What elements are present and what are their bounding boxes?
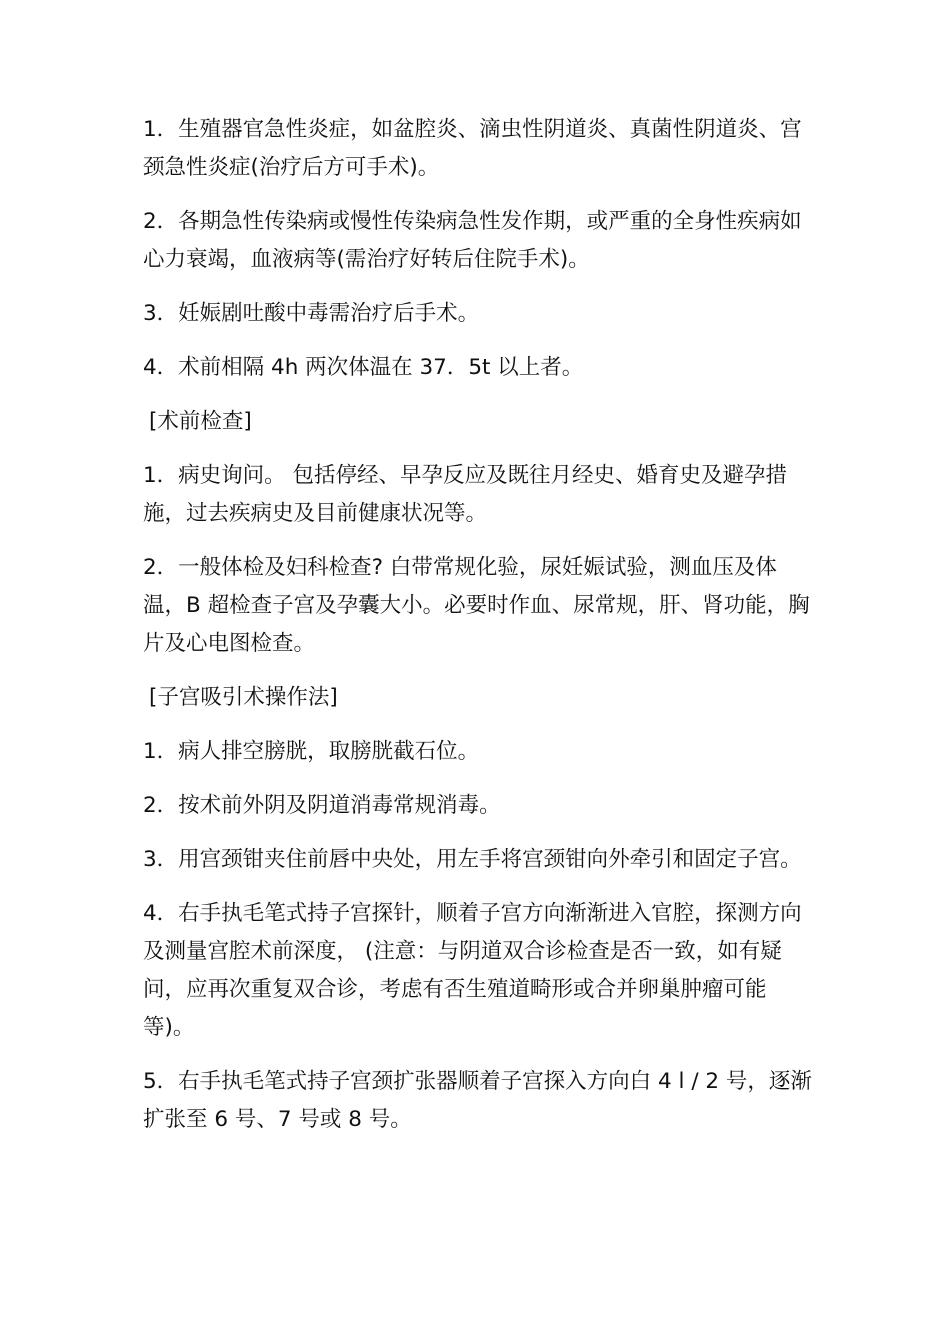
document-body bbox=[143, 111, 813, 1155]
section-heading-procedure: [子宫吸引术操作法] bbox=[149, 685, 338, 710]
procedure-step-5: 5．右手执毛笔式持子宫颈扩张器顺着子宫探入方向白 4 l / 2 号，逐渐扩张至 6 号、7 号或 8 号。 bbox=[143, 1069, 812, 1132]
contraindication-item-2: 2．各期急性传染病或慢性传染病急性发作期，或严重的全身性疾病如心力衰竭，血液病等(需治疗好转后住院手术)。 bbox=[143, 209, 802, 272]
procedure-step-1: 1．病人排空膀胱，取膀胱截石位。 bbox=[143, 739, 480, 764]
preop-exam-item-2: 2．一般体检及妇科检查? 白带常规化验，尿妊娠试验，测血压及体温，B 超检查子宫及孕囊大小。必要时作血、尿常规，肝、肾功能，胸片及心电图检查。 bbox=[143, 555, 810, 656]
contraindication-item-4: 4．术前相隔 4h 两次体温在 37．5t 以上者。 bbox=[143, 355, 584, 380]
preop-exam-item-1: 1．病史询问。 包括停经、早孕反应及既往月经史、婚育史及避孕措施，过去疾病史及目前健康状况等。 bbox=[143, 463, 788, 526]
procedure-step-3: 3．用宫颈钳夹住前唇中央处，用左手将宫颈钳向外牵引和固定子宫。 bbox=[143, 847, 802, 872]
procedure-step-4: 4．右手执毛笔式持子宫探针，顺着子宫方向渐渐进入官腔，探测方向及测量宫腔术前深度， (注意：与阴道双合诊检查是否一致，如有疑问，应再次重复双合诊，考虑有否生殖道畸形或合并卵巢肿瘤可能等)。 bbox=[143, 901, 802, 1040]
contraindication-item-3: 3．妊娠剧吐酸中毒需治疗后手术。 bbox=[143, 301, 480, 326]
contraindication-item-1: 1．生殖器官急性炎症，如盆腔炎、滴虫性阴道炎、真菌性阴道炎、宫颈急性炎症(治疗后方可手术)。 bbox=[143, 117, 802, 180]
procedure-step-2: 2．按术前外阴及阴道消毒常规消毒。 bbox=[143, 793, 501, 818]
section-heading-preop-exam: [术前检查] bbox=[149, 409, 252, 434]
